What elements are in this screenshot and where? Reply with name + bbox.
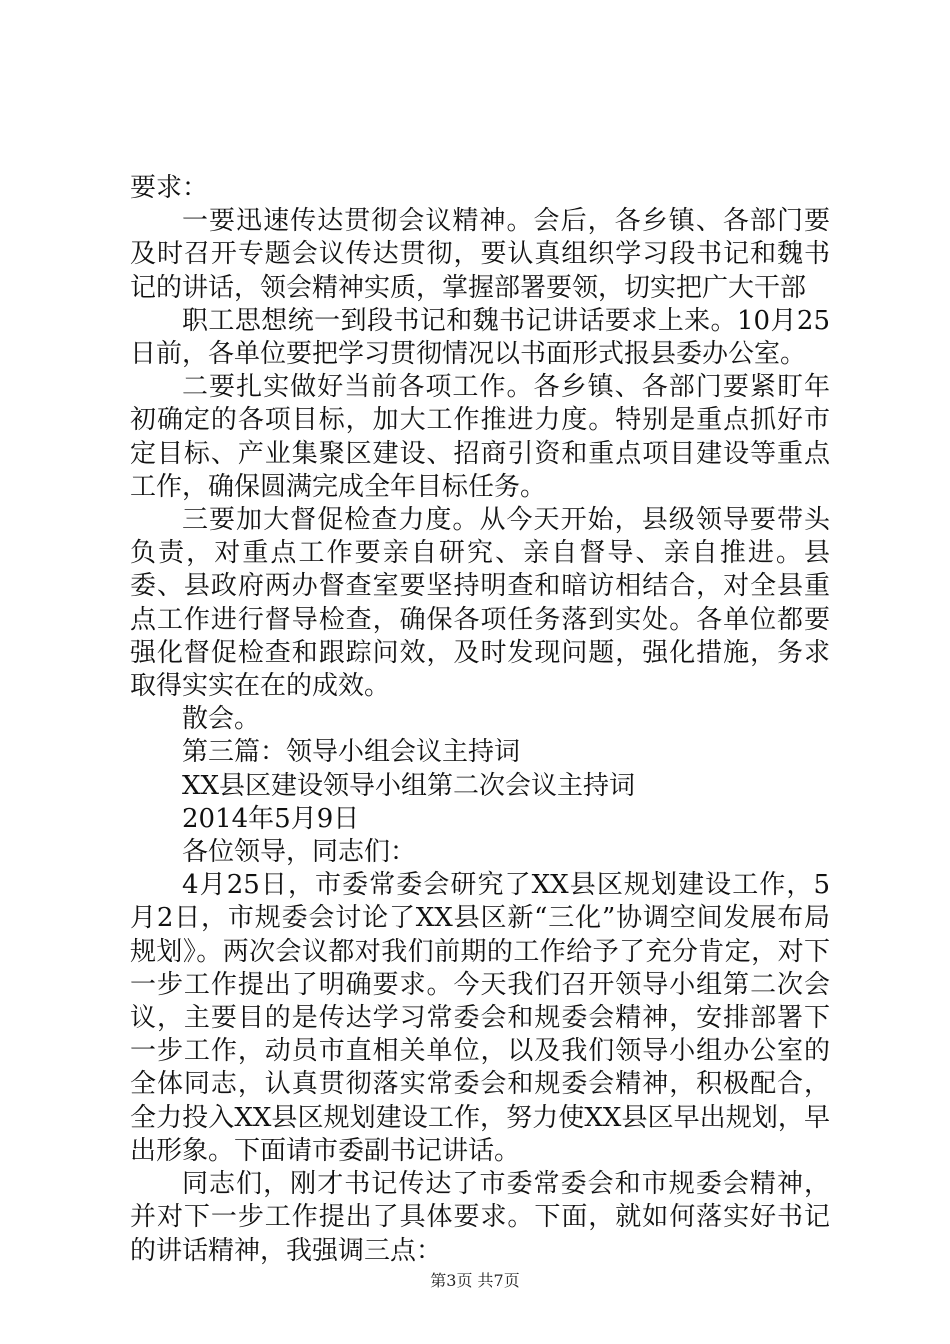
paragraph-point-three: 三要加大督促检查力度。从今天开始，县级领导要带头负责，对重点工作要亲自研究、亲自督导、亲自推进。县委、县政府两办督查室要坚持明查和暗访相结合，对全县重点工作进行督导检查，确保各项任务落到实处。各单位都要强化督促检查和跟踪问效，及时发现问题，强化措施，务求取得实实在在的成效。 (130, 505, 830, 702)
paragraph-point-one: 一要迅速传达贯彻会议精神。会后，各乡镇、各部门要及时召开专题会议传达贯彻，要认真组织学习段书记和魏书记的讲话，领会精神实质，掌握部署要领，切实把广大干部 (130, 206, 830, 303)
paragraph-point-one-continued: 职工思想统一到段书记和魏书记讲话要求上来。10月25日前，各单位要把学习贯彻情况以书面形式报县委办公室。 (130, 305, 830, 370)
document-date: 2014年5月9日 (182, 803, 360, 834)
paragraph-adjourn: 散会。 (182, 704, 261, 735)
page-number-footer: 第3页 共7页 (430, 1271, 520, 1290)
salutation: 各位领导，同志们： (182, 837, 417, 868)
paragraph-opening-remarks: 4月25日，市委常委会研究了XX县区规划建设工作，5月2日，市规委会讨论了XX县区新“三化”协调空间发展布局规划》。两次会议都对我们前期的工作给予了充分肯定，对下一步工作提出了明确要求。今天我们召开领导小组第二次会议，主要目的是传达学习常委会和规委会精神，安排部署下一步工作，动员市直相关单位，以及我们领导小组办公室的全体同志，认真贯彻落实常委会和规委会精神，积极配合，全力投入XX县区规划建设工作，努力使XX县区早出规划，早出形象。下面请市委副书记讲话。 (130, 870, 830, 1166)
document-body (130, 172, 830, 1268)
paragraph-requirements-tail: 要求： (130, 173, 209, 203)
paragraph-point-two: 二要扎实做好当前各项工作。各乡镇、各部门要紧盯年初确定的各项目标，加大工作推进力度。特别是重点抓好市定目标、产业集聚区建设、招商引资和重点项目建设等重点工作，确保圆满完成全年目标任务。 (130, 372, 830, 502)
section-heading: 第三篇：领导小组会议主持词 (182, 737, 521, 768)
paragraph-transition: 同志们，刚才书记传达了市委常委会和市规委会精神，并对下一步工作提出了具体要求。下面，就如何落实好书记的讲话精神，我强调三点： (130, 1169, 830, 1266)
document-subtitle: XX县区建设领导小组第二次会议主持词 (182, 770, 636, 801)
